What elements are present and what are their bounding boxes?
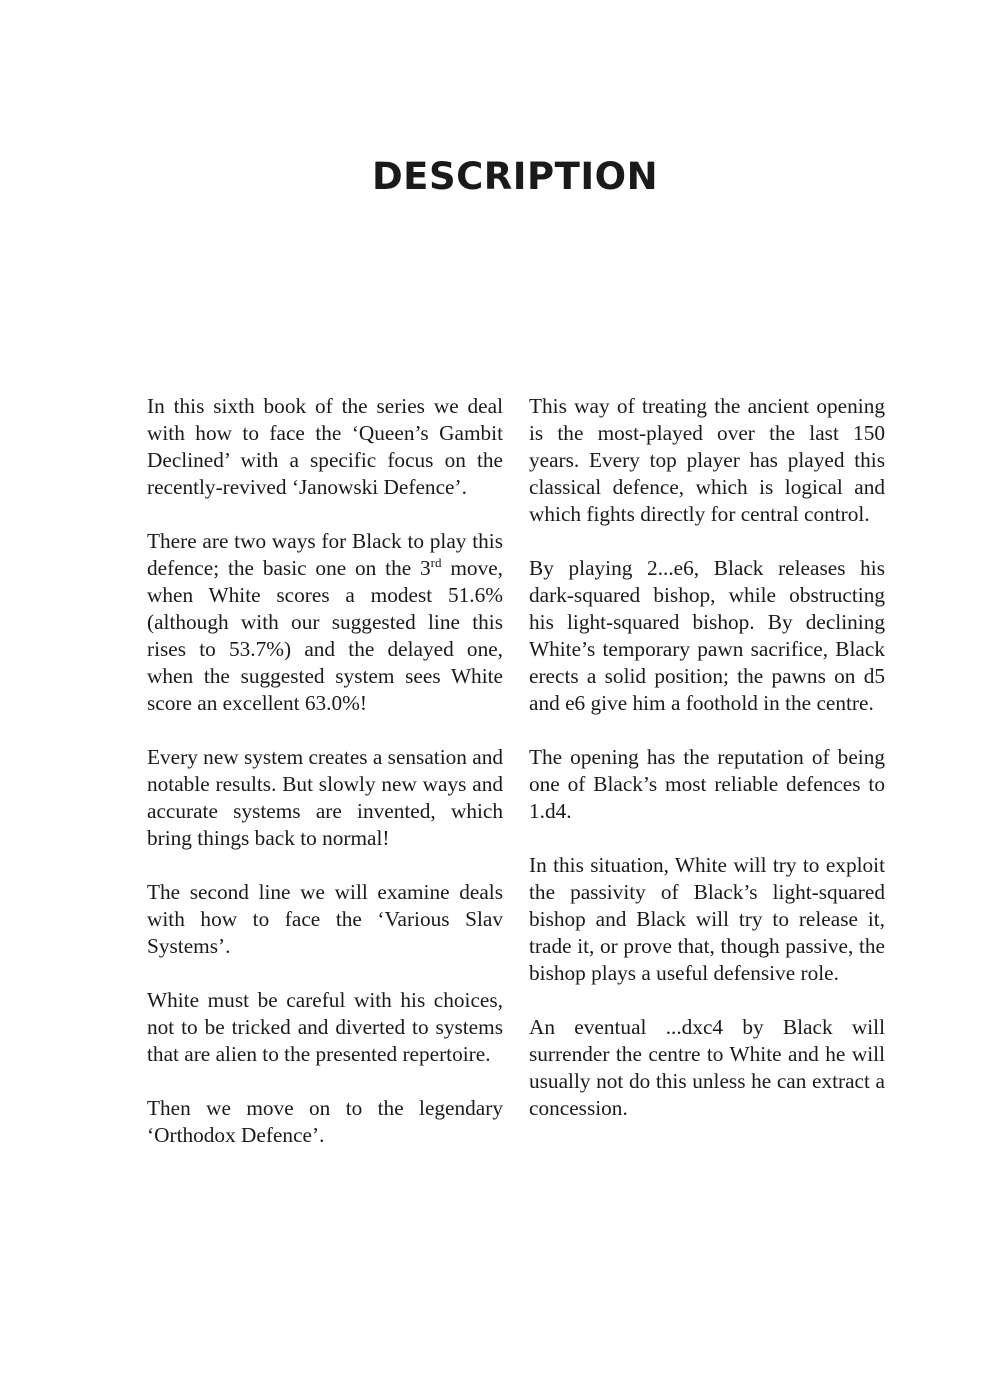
page-title: DESCRIPTION <box>371 155 659 198</box>
paragraph: Then we move on to the legendary ‘Orthodox Defence’. <box>147 1096 503 1147</box>
paragraph: An eventual ...dxc4 by Black will surrender the centre to White and he will usually not do this unless he can extract a concession. <box>529 1015 885 1120</box>
left-column <box>147 393 503 1176</box>
paragraph: Every new system creates a sensation and notable results. But slowly new ways and accurate systems are invented, which bring things back to normal! <box>147 745 504 850</box>
paragraph-text: move, when White scores a modest 51.6% (although with our suggested line this rises to 53.7%) and the delayed one, when the suggested system sees White score an excellent 63.0%! <box>147 556 503 715</box>
paragraph: The second line we will examine deals with how to face the ‘Various Slav Systems’. <box>147 880 503 958</box>
paragraph: White must be careful with his choices, not to be tricked and diverted to systems that are alien to the presented repertoire. <box>147 988 503 1066</box>
right-column <box>529 393 885 1149</box>
paragraph: This way of treating the ancient opening is the most-played over the last 150 years. Every top player has played this classical defence, which is logical and which fights directly for central control. <box>529 394 885 526</box>
paragraph <box>147 528 503 717</box>
paragraph: In this sixth book of the series we deal with how to face the ‘Queen’s Gambit Declined’ with a specific focus on the recently-revived ‘Janowski Defence’. <box>147 394 503 499</box>
paragraph: In this situation, White will try to exploit the passivity of Black’s light-squared bishop and Black will try to release it, trade it, or prove that, though passive, the bishop plays a useful defensive role. <box>529 853 885 985</box>
paragraph: By playing 2...e6, Black releases his dark-squared bishop, while obstructing his light-squared bishop. By declining White’s temporary pawn sacrifice, Black erects a solid position; the pawns on d5 and e6 give him a foothold in the centre. <box>529 556 885 715</box>
paragraph-text: There are two ways for Black to play this defence; the basic one on the 3 <box>147 529 503 580</box>
paragraph: The opening has the reputation of being one of Black’s most reliable defences to 1.d4. <box>529 745 885 823</box>
ordinal-suffix: rd <box>430 555 442 570</box>
